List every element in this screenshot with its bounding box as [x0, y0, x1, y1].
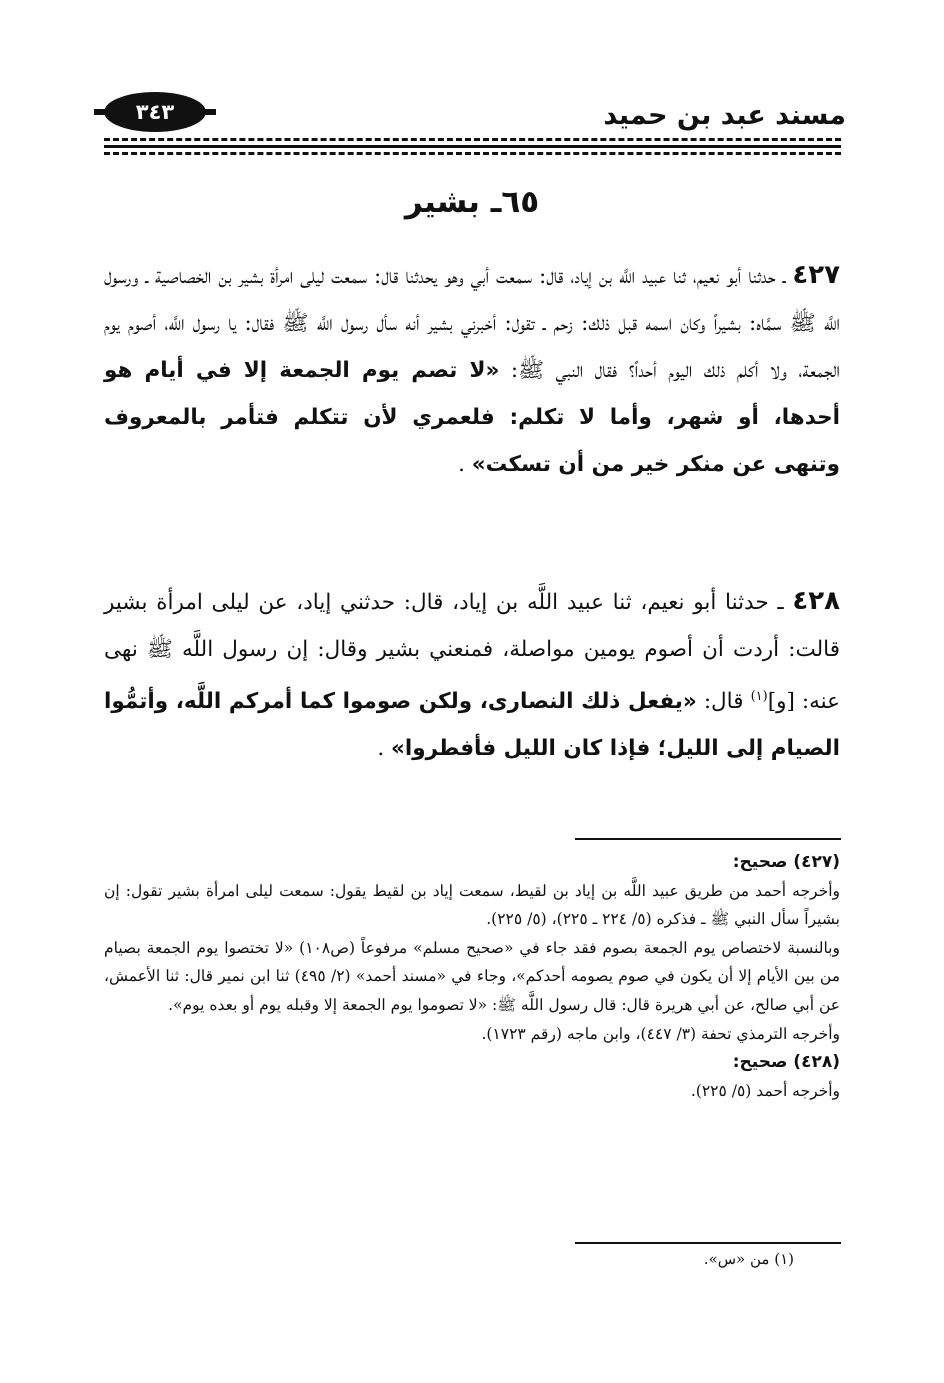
- header-rule-dashed-top: [104, 138, 841, 141]
- hadith-end: .: [377, 736, 385, 762]
- hadith-428: [104, 578, 840, 772]
- note-paragraph: وأخرجه الترمذي تحفة (٣/ ٤٤٧)، وابن ماجه (رقم ١٧٢٣).: [481, 1024, 840, 1043]
- hadith-end: .: [458, 452, 465, 477]
- hadith-quote: «يفعل ذلك النصارى، ولكن صوموا كما أمركم اللَّه، وأتمُّوا الصيام إلى الليل؛ فإذا كان الليل فأفطروا»: [104, 689, 840, 762]
- header-rule-solid: [104, 145, 841, 148]
- footnote: (١) من «س».: [703, 1250, 794, 1268]
- note-heading-427: (٤٢٧) صحيح:: [732, 852, 840, 872]
- hadith-text-cont: قال:: [703, 689, 751, 715]
- hadith-number: ٤٢٨: [792, 586, 840, 616]
- hadith-text: ـ حدثنا أبو نعيم، ثنا عبيد اللَّه بن إياد، قال: حدثني إياد، عن ليلى امرأة بشير قالت: أردت أن أصوم يومين مواصلة، فمنعني بشير وقال: إن رسول اللَّه ﷺ نهى عنه: [و]: [104, 590, 840, 715]
- note-heading-428: (٤٢٨) صحيح:: [732, 1052, 840, 1073]
- takhrij-notes: [104, 848, 840, 1105]
- hadith-number: ٤٢٧: [792, 260, 840, 290]
- footnote-ref: (١): [750, 689, 768, 704]
- header-rule-dashed-bottom: [104, 152, 841, 155]
- note-paragraph: وبالنسبة لاختصاص يوم الجمعة بصوم فقد جاء في «صحيح مسلم» مرفوعاً (ص١٠٨) «لا تختصوا يوم الجمعة بصيام من بين الأيام إلا أن يكون في صوم يصومه أحدكم»، وجاء في «مسند أحمد» (٢/ ٤٩٥) ثنا ابن نمير قال: ثنا الأعمش، عن أبي صالح، عن أبي هريرة قال: قال رسول اللَّه ﷺ: «لا تصوموا يوم الجمعة إلا وقبله يوم أو بعده يوم».: [104, 938, 840, 1014]
- hadith-quote: «لا تصم يوم الجمعة إلا في أيام هو أحدها، أو شهر، وأما لا تكلم: فلعمري لأن تتكلم فتأمر بالمعروف وتنهى عن منكر خير من أن تسكت»: [104, 358, 840, 477]
- note-paragraph: وأخرجه أحمد من طريق عبيد اللَّه بن إياد بن لقيط، سمعت إياد بن لقيط يقول: سمعت ليلى امرأة بشير تقول: إن بشيراً سأل النبي ﷺ ـ فذكره (٥/ ٢٢٤ ـ ٢٢٥)، (٥/ ٢٢٥).: [104, 881, 840, 929]
- hadith-text: ـ حدثنا أبو نعيم، ثنا عبيد اللَّه بن إياد، قال: سمعت أبي وهو يحدثنا قال: سمعت ليلى امرأة بشير بن الخصاصية ـ ورسول اللَّه ﷺ سمَّاه: بشيراً وكان اسمه قبل ذلك: زحم ـ تقول: أخبرني بشير أنه سأل رسول اللَّه ﷺ فقال: يا رسول اللَّه، أصوم يوم الجمعة، ولا أكلم ذلك اليوم أحداً؟ فقال النبي ﷺ:: [104, 264, 840, 383]
- page-number-badge: [104, 92, 206, 132]
- note-paragraph: وأخرجه أحمد (٥/ ٢٢٥).: [690, 1081, 840, 1100]
- hadith-427: [104, 252, 840, 488]
- section-title: ٦٥ـ بشير: [404, 184, 540, 220]
- notes-separator: [575, 838, 841, 840]
- page-number: ٣٤٣: [135, 100, 175, 124]
- running-header-title: مسند عبد بن حميد: [603, 100, 846, 131]
- footnote-separator: [575, 1242, 841, 1244]
